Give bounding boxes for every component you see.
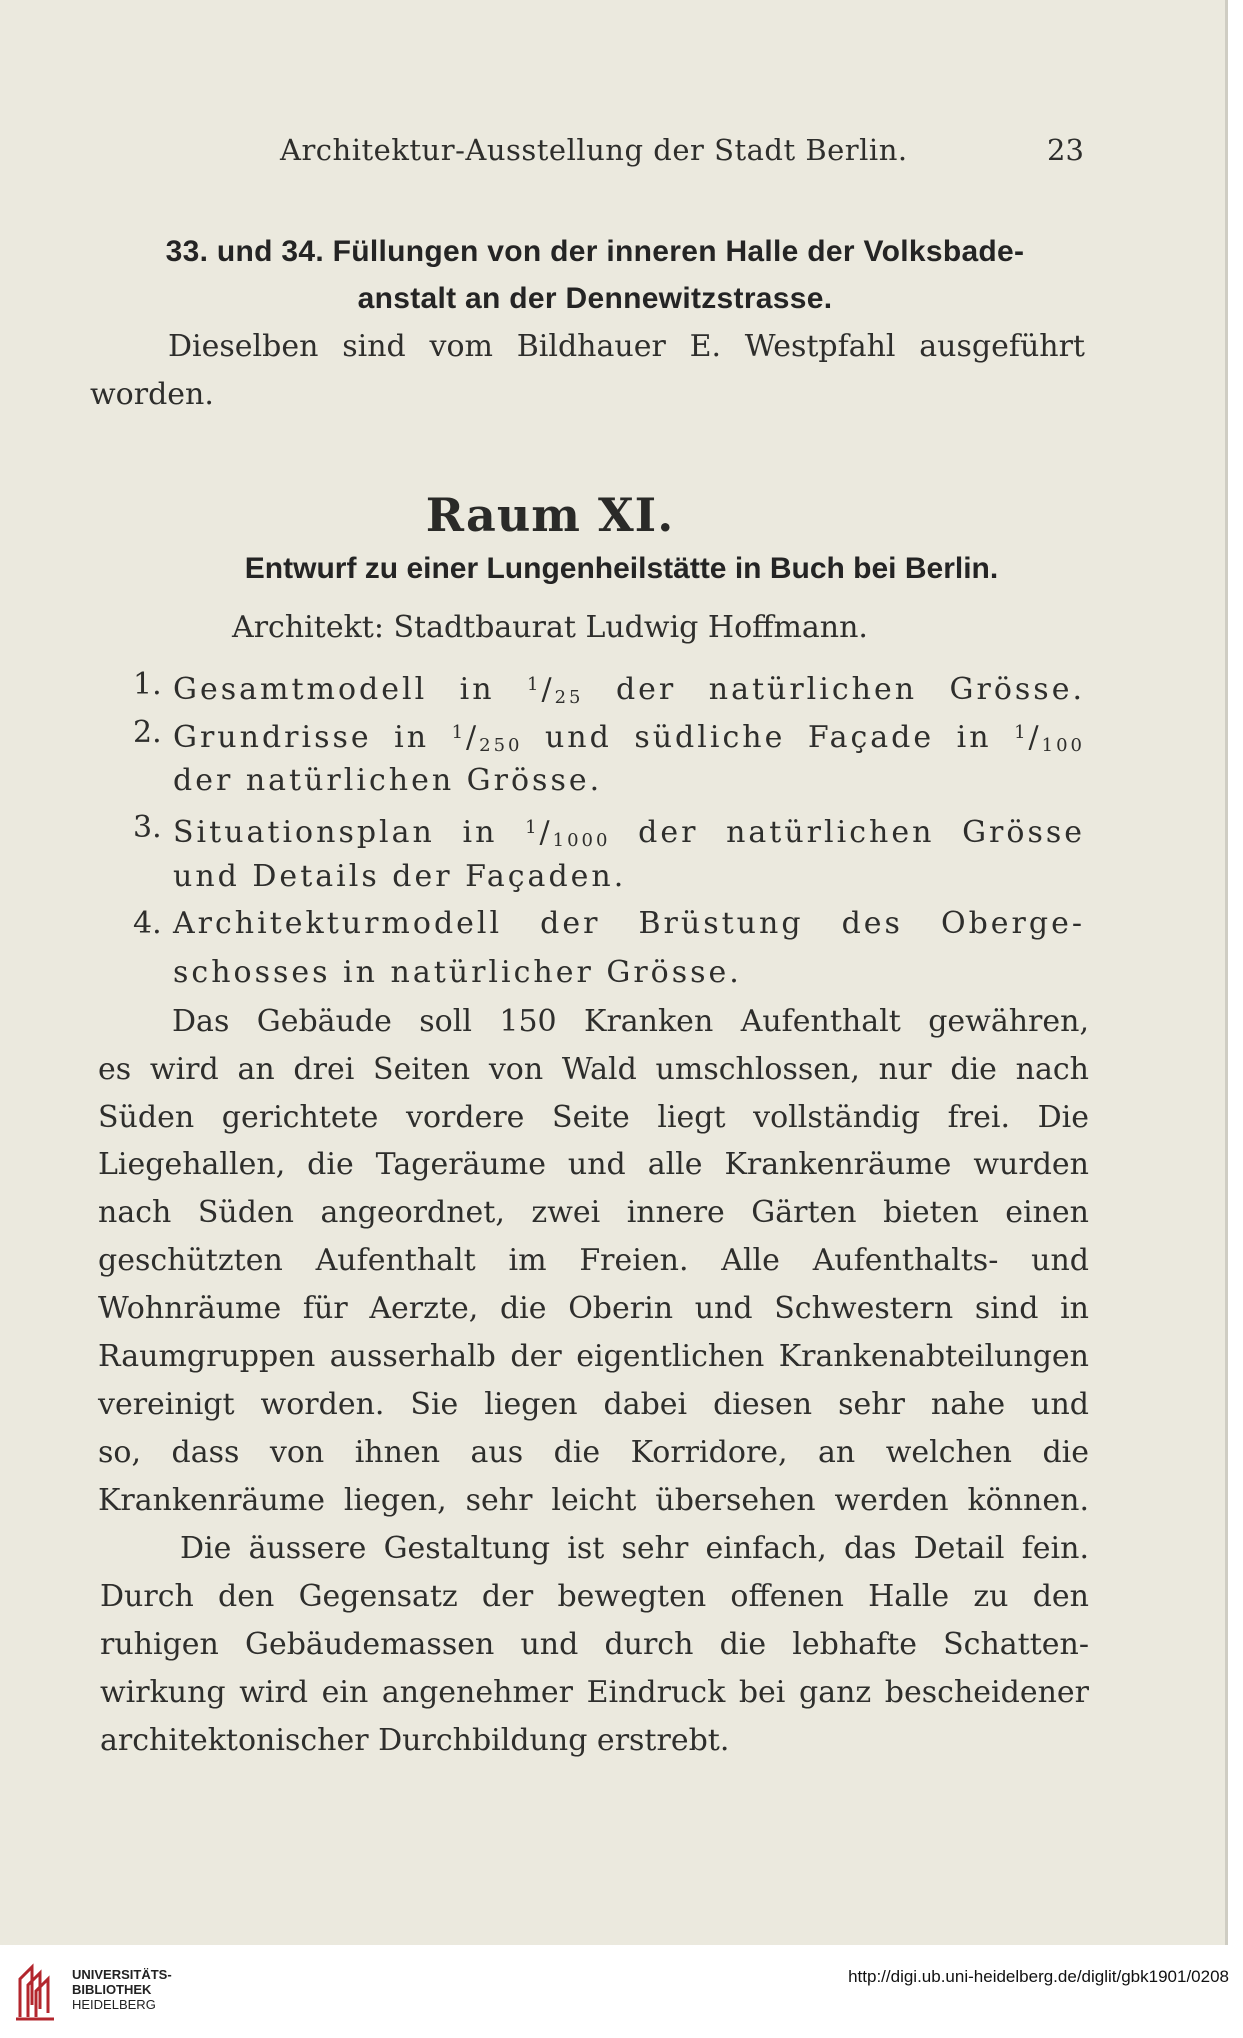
body-line: Dieselben sind vom Bildhauer E. Westpfahl ausgeführt	[168, 329, 1085, 364]
body-line: es wird an drei Seiten von Wald umschlossen, nur die nach	[98, 1052, 1089, 1087]
library-logo-text: UNIVERSITÄTS- BIBLIOTHEK HEIDELBERG	[72, 1967, 172, 2012]
body-line: geschützten Aufenthalt im Freien. Alle Aufenthalts- und	[98, 1243, 1089, 1278]
list-item-continuation: und Details der Façaden.	[173, 859, 627, 894]
body-line: Raumgruppen ausserhalb der eigentlichen Krankenabteilungen	[98, 1339, 1089, 1374]
list-item: Situationsplan in $^1/_{1000}$ der natürlichen Grösse	[173, 815, 1085, 851]
list-item: Architekturmodell der Brüstung des Oberge-	[173, 906, 1085, 941]
section-heading-line: 33. und 34. Füllungen von der inneren Halle der Volksbade-	[165, 235, 1025, 268]
list-item: Gesamtmodell in $^1/_{25}$ der natürlichen Grösse.	[173, 672, 1085, 708]
body-line: architektonischer Durchbildung erstrebt.	[100, 1723, 730, 1758]
section-heading-line: anstalt an der Dennewitzstrasse.	[357, 282, 833, 315]
body-line: so, dass von ihnen aus die Korridore, an welchen die	[98, 1435, 1089, 1470]
list-number: 1.	[133, 667, 162, 702]
body-line: Wohnräume für Aerzte, die Oberin und Schwestern sind in	[98, 1291, 1089, 1326]
ub-heidelberg-logo-icon	[14, 1959, 66, 2021]
room-subtitle: Entwurf zu einer Lungenheilstätte in Buch bei Berlin.	[244, 552, 999, 585]
section-heading	[90, 228, 1100, 322]
list-number: 3.	[133, 810, 162, 845]
library-footer	[0, 1945, 1243, 2038]
body-line: Liegehallen, die Tageräume und alle Krankenräume wurden	[98, 1147, 1089, 1182]
body-line: wirkung wird ein angenehmer Eindruck bei ganz bescheidener	[100, 1675, 1089, 1710]
list-number: 4.	[133, 906, 162, 941]
list-item-continuation: schosses in natürlicher Grösse.	[173, 955, 742, 990]
body-line: Süden gerichtete vordere Seite liegt vollständig frei. Die	[98, 1100, 1089, 1135]
body-line: Durch den Gegensatz der bewegten offenen Halle zu den	[100, 1579, 1089, 1614]
source-url-link[interactable]: http://digi.ub.uni-heidelberg.de/diglit/gbk1901/0208	[848, 1967, 1229, 1986]
body-line: nach Süden angeordnet, zwei innere Gärten bieten einen	[98, 1195, 1089, 1230]
running-title: Architektur-Ausstellung der Stadt Berlin.	[280, 133, 908, 167]
list-number: 2.	[133, 715, 162, 750]
architect-line: Architekt: Stadtbaurat Ludwig Hoffmann.	[232, 610, 868, 645]
body-line: Krankenräume liegen, sehr leicht übersehen werden können.	[98, 1483, 1089, 1518]
body-line: vereinigt worden. Sie liegen dabei diesen sehr nahe und	[98, 1387, 1089, 1422]
body-line: Die äussere Gestaltung ist sehr einfach, das Detail fein.	[180, 1531, 1089, 1566]
list-item: Grundrisse in $^1/_{250}$ und südliche Façade in $^1/_{100}$	[173, 720, 1085, 756]
page-number: 23	[1047, 133, 1084, 167]
room-title: Raum XI.	[425, 488, 675, 542]
body-line: ruhigen Gebäudemassen und durch die lebhafte Schatten-	[100, 1627, 1089, 1662]
body-line: Das Gebäude soll 150 Kranken Aufenthalt gewähren,	[172, 1004, 1089, 1039]
body-line: worden.	[90, 377, 214, 412]
list-item-continuation: der natürlichen Grösse.	[173, 763, 603, 798]
